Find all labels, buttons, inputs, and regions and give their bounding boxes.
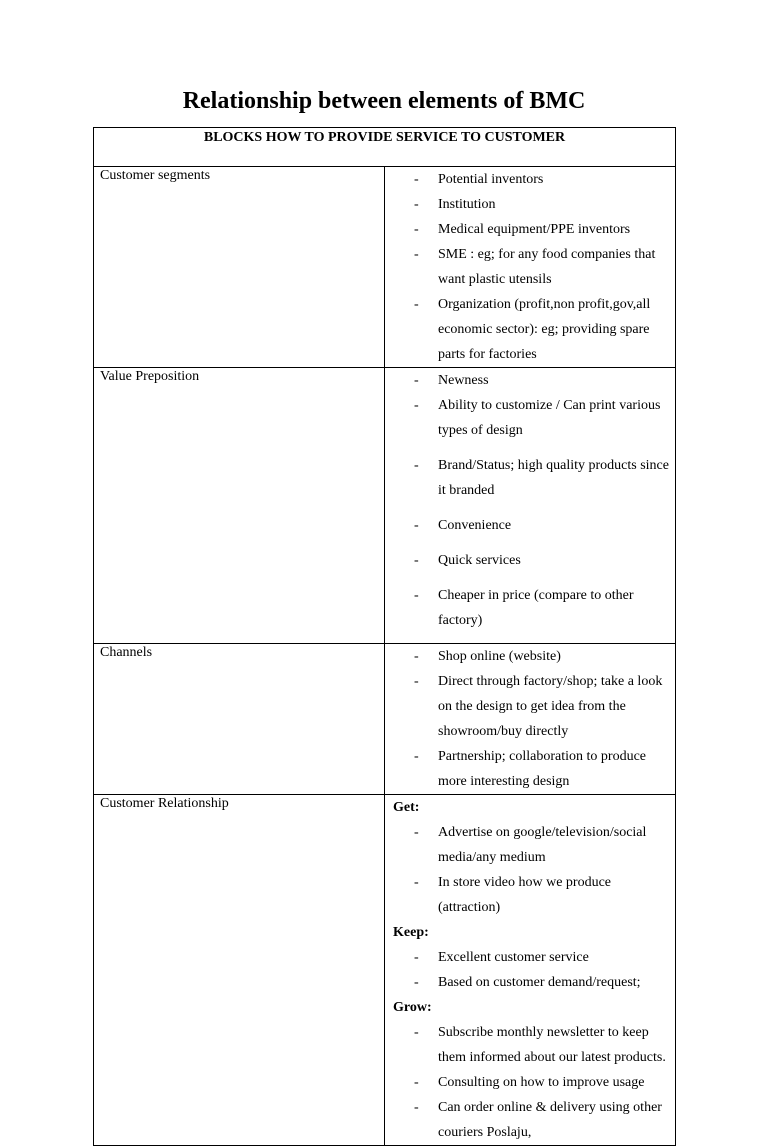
dash-marker: - [414, 172, 419, 187]
dash-marker: - [414, 222, 419, 237]
list-item [393, 583, 675, 633]
dash-marker: - [414, 1025, 419, 1040]
label-cell [94, 795, 385, 1146]
item-text: Excellent customer service [438, 950, 589, 965]
list-item [393, 744, 675, 794]
item-text: Convenience [438, 518, 512, 533]
bullet-list [393, 368, 675, 633]
dash-marker: - [414, 825, 419, 840]
table-header-row [94, 128, 676, 167]
list-item [393, 292, 675, 367]
row-label: Customer segments [100, 168, 211, 183]
bmc-table [93, 127, 676, 1146]
dash-marker: - [414, 247, 419, 262]
item-text: Medical equipment/PPE inventors [438, 222, 631, 237]
item-text: Quick services [438, 553, 521, 568]
list-item [393, 242, 675, 292]
dash-marker: - [414, 674, 419, 689]
row-customer-relationship [94, 795, 676, 1146]
list-item [393, 644, 675, 669]
bullet-list [393, 945, 675, 995]
list-item [393, 393, 675, 443]
dash-marker: - [414, 875, 419, 890]
row-label: Value Preposition [100, 369, 200, 384]
list-item [393, 669, 675, 744]
subheading-grow: Grow: [393, 1000, 432, 1015]
dash-marker: - [414, 975, 419, 990]
table-header-cell [94, 128, 676, 167]
dash-marker: - [414, 297, 419, 312]
list-item [393, 870, 675, 920]
items-cell [385, 795, 676, 1146]
items-cell [385, 368, 676, 644]
dash-marker: - [414, 373, 419, 388]
dash-marker: - [414, 749, 419, 764]
item-text: Subscribe monthly newsletter to keep them informed about our latest products. [438, 1025, 666, 1065]
table-header-text: BLOCKS HOW TO PROVIDE SERVICE TO CUSTOMER [203, 130, 566, 145]
item-text: SME : eg; for any food companies that want plastic utensils [438, 247, 656, 287]
subheading-get: Get: [393, 800, 420, 815]
page-title: Relationship between elements of BMC [182, 88, 586, 114]
bullet-list [393, 644, 675, 794]
item-text: Brand/Status; high quality products since it branded [438, 458, 669, 498]
dash-marker: - [414, 588, 419, 603]
list-item [393, 192, 675, 217]
bullet-list [393, 1020, 675, 1145]
row-customer-segments [94, 167, 676, 368]
item-text: Consulting on how to improve usage [438, 1075, 645, 1090]
items-cell [385, 167, 676, 368]
row-value-proposition [94, 368, 676, 644]
label-cell [94, 644, 385, 795]
label-cell [94, 368, 385, 644]
list-item [393, 548, 675, 573]
item-text: Partnership; collaboration to produce more interesting design [438, 749, 646, 789]
item-text: Institution [438, 197, 496, 212]
dash-marker: - [414, 1100, 419, 1115]
item-text: Shop online (website) [438, 649, 561, 664]
row-label: Customer Relationship [100, 796, 229, 811]
item-text: Direct through factory/shop; take a look on the design to get idea from the showroom/buy directly [438, 674, 663, 739]
item-text: Organization (profit,non profit,gov,all economic sector): eg; providing spare parts for factories [438, 297, 651, 362]
item-text: Can order online & delivery using other couriers Poslaju, [438, 1100, 662, 1140]
dash-marker: - [414, 398, 419, 413]
item-text: Ability to customize / Can print various types of design [438, 398, 661, 438]
list-item [393, 970, 675, 995]
row-channels [94, 644, 676, 795]
item-text: In store video how we produce (attraction) [438, 875, 612, 915]
dash-marker: - [414, 1075, 419, 1090]
list-item [393, 945, 675, 970]
item-text: Newness [438, 373, 489, 388]
list-item [393, 453, 675, 503]
dash-marker: - [414, 458, 419, 473]
dash-marker: - [414, 553, 419, 568]
dash-marker: - [414, 649, 419, 664]
row-label: Channels [100, 645, 153, 660]
item-text: Cheaper in price (compare to other factory) [438, 588, 634, 628]
bullet-list [393, 820, 675, 920]
list-item [393, 217, 675, 242]
dash-marker: - [414, 197, 419, 212]
list-item [393, 368, 675, 393]
label-cell [94, 167, 385, 368]
dash-marker: - [414, 518, 419, 533]
list-item [393, 513, 675, 538]
list-item [393, 167, 675, 192]
bullet-list [393, 167, 675, 367]
items-cell [385, 644, 676, 795]
item-text: Potential inventors [438, 172, 544, 187]
item-text: Based on customer demand/request; [438, 975, 641, 990]
dash-marker: - [414, 950, 419, 965]
list-item [393, 1070, 675, 1095]
list-item [393, 820, 675, 870]
list-item [393, 1020, 675, 1070]
subheading-keep: Keep: [393, 925, 429, 940]
list-item [393, 1095, 675, 1145]
item-text: Advertise on google/television/social media/any medium [438, 825, 647, 865]
